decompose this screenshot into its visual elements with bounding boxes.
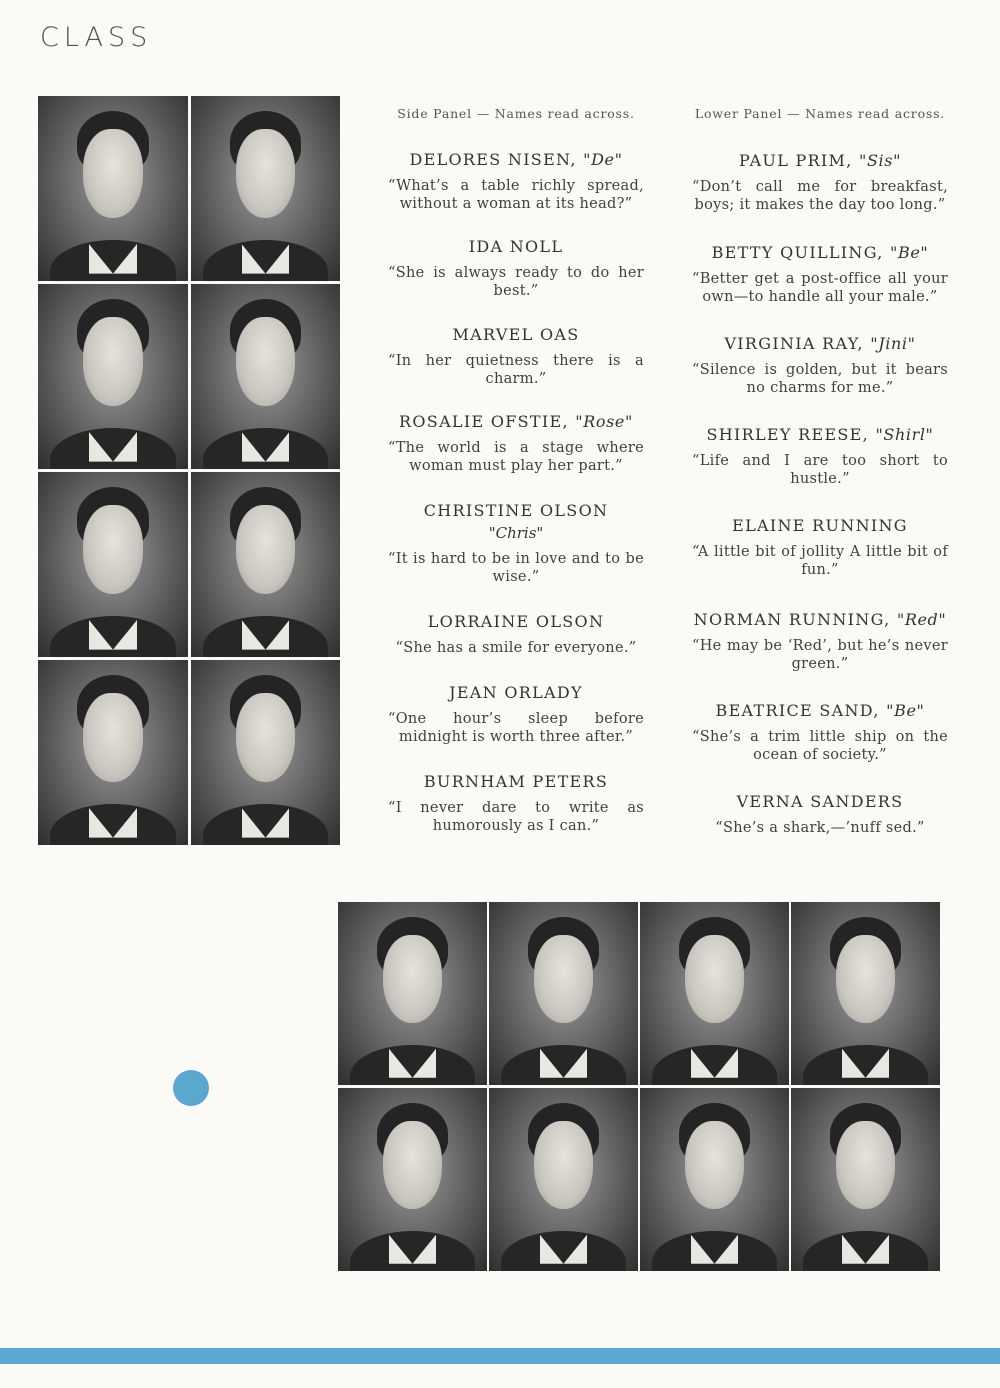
student-quote: “Don’t call me for breakfast, boys; it makes the day too long.” bbox=[692, 179, 948, 213]
entry bbox=[388, 772, 644, 835]
bottom-rule bbox=[0, 1348, 1000, 1364]
student-quote: “I never dare to write as humorously as I can.” bbox=[388, 800, 644, 834]
side-portrait-grid bbox=[38, 96, 340, 845]
student-name: CHRISTINE OLSON bbox=[423, 501, 609, 520]
student-quote: “She is always ready to do her best.” bbox=[388, 265, 644, 299]
decorative-dot bbox=[173, 1070, 209, 1106]
entry bbox=[388, 501, 644, 586]
portrait-photo bbox=[791, 902, 940, 1085]
entry bbox=[692, 334, 948, 397]
student-quote: “She has a smile for everyone.” bbox=[395, 640, 637, 656]
portrait-photo bbox=[38, 96, 188, 281]
portrait-photo bbox=[191, 284, 340, 469]
entry bbox=[388, 325, 644, 388]
student-name: NORMAN RUNNING, "Red" bbox=[693, 610, 947, 629]
page-title: CLASS bbox=[40, 22, 153, 53]
student-name: LORRAINE OLSON bbox=[427, 612, 605, 631]
student-quote: “The world is a stage where woman must play her part.” bbox=[388, 440, 644, 474]
student-name: VERNA SANDERS bbox=[736, 792, 904, 811]
entry bbox=[692, 516, 948, 579]
portrait-photo bbox=[38, 472, 188, 657]
lower-portrait-grid bbox=[338, 902, 942, 1271]
student-quote: “Silence is golden, but it bears no charms for me.” bbox=[692, 362, 948, 396]
entry bbox=[388, 412, 644, 475]
entry bbox=[388, 150, 644, 213]
entry bbox=[692, 243, 948, 306]
student-name: BURNHAM PETERS bbox=[423, 772, 609, 791]
portrait-photo bbox=[338, 902, 487, 1085]
student-quote: “It is hard to be in love and to be wise.” bbox=[388, 551, 644, 585]
student-name: BEATRICE SAND, "Be" bbox=[715, 701, 925, 720]
student-quote: “He may be ‘Red’, but he’s never green.” bbox=[692, 638, 948, 672]
student-name: JEAN ORLADY bbox=[449, 683, 583, 702]
portrait-photo bbox=[640, 1088, 789, 1271]
student-name: DELORES NISEN, "De" bbox=[409, 150, 623, 169]
portrait-photo bbox=[489, 1088, 638, 1271]
portrait-photo bbox=[640, 902, 789, 1085]
portrait-photo bbox=[489, 902, 638, 1085]
entry bbox=[692, 425, 948, 488]
side-panel-column bbox=[388, 106, 644, 834]
student-quote: “She’s a trim little ship on the ocean of society.” bbox=[692, 729, 948, 763]
entry bbox=[388, 237, 644, 300]
student-name: ELAINE RUNNING bbox=[732, 516, 908, 535]
entry bbox=[692, 151, 948, 214]
portrait-photo bbox=[791, 1088, 940, 1271]
student-quote: “Better get a post-office all your own—to handle all your male.” bbox=[692, 271, 948, 305]
student-name: PAUL PRIM, "Sis" bbox=[738, 151, 902, 170]
portrait-photo bbox=[38, 284, 188, 469]
portrait-photo bbox=[191, 472, 340, 657]
student-quote: “She’s a shark,—’nuff sed.” bbox=[715, 820, 925, 836]
student-quote: “A little bit of jollity A little bit of fun.” bbox=[692, 544, 948, 578]
student-nickname: "Chris" bbox=[488, 524, 544, 542]
student-name: SHIRLEY REESE, "Shirl" bbox=[706, 425, 934, 444]
entry bbox=[388, 612, 644, 657]
portrait-photo bbox=[191, 660, 340, 845]
entry bbox=[692, 792, 948, 837]
portrait-photo bbox=[191, 96, 340, 281]
portrait-photo bbox=[38, 660, 188, 845]
lower-panel-note: Lower Panel — Names read across. bbox=[694, 106, 946, 121]
student-quote: “What’s a table richly spread, without a woman at its head?” bbox=[388, 178, 644, 212]
entry bbox=[388, 683, 644, 746]
lower-panel-column bbox=[692, 106, 948, 836]
portrait-photo bbox=[338, 1088, 487, 1271]
entry bbox=[692, 701, 948, 764]
student-name: ROSALIE OFSTIE, "Rose" bbox=[399, 412, 633, 431]
student-name: MARVEL OAS bbox=[452, 325, 580, 344]
entry bbox=[692, 610, 948, 673]
side-panel-note: Side Panel — Names read across. bbox=[397, 106, 635, 121]
student-quote: “One hour’s sleep before midnight is worth three after.” bbox=[388, 711, 644, 745]
student-name: BETTY QUILLING, "Be" bbox=[711, 243, 929, 262]
student-quote: “Life and I are too short to hustle.” bbox=[692, 453, 948, 487]
student-name: IDA NOLL bbox=[468, 237, 564, 256]
student-name: VIRGINIA RAY, "Jini" bbox=[724, 334, 916, 353]
student-quote: “In her quietness there is a charm.” bbox=[388, 353, 644, 387]
